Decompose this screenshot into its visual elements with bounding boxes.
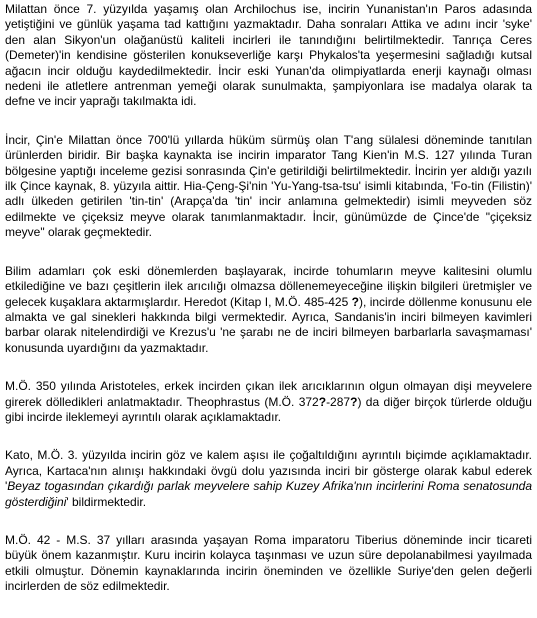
uncertain-date-mark: ? <box>351 294 359 309</box>
paragraph-scientists <box>5 264 532 356</box>
paragraph-aristoteles <box>5 379 532 425</box>
paragraph-china <box>5 133 532 241</box>
text-segment: İncir, Çin'e Milattan önce 700'lü yıllarda hüküm sürmüş olan T'ang sülalesi döneminde tanıtılan ürünlerden biridir. Bir başka kaynakta ise incirin imparator Tang Kien'in M.S. 127 yılında Turan bölgesine yaptığı inceleme gezisi sonrasında Çin'e getirildiği belirtilmektedir. İncirin yer aldığı yazılı ilk Çince kaynak, 8. yüzyıla aittir. Hia-Çeng-Şi'nin 'Yu-Yang-tsa-tsu' isimli kitabında, 'Fo-tin (Filistin)' adlı ülkeden getirilen 'tin-tin' (Arapça'da 'tin' incir anlamına gelmektedir) isimli meyveden söz edilmekte ve çiçeksiz meyve olarak tanımlanmaktadır. İncir, günümüzde de Çince'de "çiçeksiz meyve" olarak geçmektedir. <box>5 132 532 240</box>
text-segment: Milattan önce 7. yüzyılda yaşamış olan Archilochus ise, incirin Yunanistan'ın Paros adasında yetiştiğini ve günlük yaşama tad kattığını yazmaktadır. Daha sonraları Attika ve adını incir 'syke' den alan Sikyon'un olağanüstü kaliteli incirleri ile tanındığını belirtilmektedir. Tanrıça Ceres (Demeter)'in kendisine gösterilen konukseverliğe karşı Phykalos'ta yeşermesini sağladığı kutsal ağacın incir olduğu kaydedilmektedir. İncir eski Yunan'da olimpiyatlarda enerji kaynağı olması nedeni ile atletlere antrenman yemeği olarak sunulmakta, şampiyonlara ise madalya olarak ta defne ve incir yaprağı takılmakta idi. <box>5 2 532 109</box>
paragraph-kato <box>5 448 532 510</box>
text-segment: -287 <box>326 394 351 409</box>
text-segment: M.Ö. 350 yılında Aristoteles, erkek incirden çıkan ilek arıcıklarının olgun olmayan dişi meyvelere girerek dölledikleri anlatmaktadır. Theophrastus (M.Ö. 372 <box>5 379 532 409</box>
text-segment: ), incirde döllenme konusunu ele almakta ve gal sinekleri hakkında bilgi vermektedir. Ayrıca, Sandanis'in inciri bilmeyen kavimleri barbar olarak nitelendirdiği ve Krezus'u 'ne şarabı ne de inciri bilmeyen barbarlarla savaşmaması' konusunda uyardığını da yazmaktadır. <box>5 294 532 355</box>
uncertain-date-mark: ? <box>318 394 327 409</box>
text-segment: Bilim adamları çok eski dönemlerden başlayarak, incirde tohumların meyve kalitesini olumlu etkilediğine ve bazı çeşitlerin ilek arıcılığı olmazsa döllenemeyeceğine ilişkin bilgileri üretmişler ve gelecek kuşaklara aktarmışlardır. Heredot (Kitap I, M.Ö. 485-425 <box>5 263 532 309</box>
text-segment: ' bildirmektedir. <box>66 494 147 509</box>
italic-quote: Beyaz togasından çıkardığı parlak meyvelere sahip Kuzey Afrika'nın incirlerini Roma senatosunda gösterdiğini <box>5 479 532 509</box>
uncertain-date-mark: ? <box>350 394 358 409</box>
paragraph-archilochus <box>5 2 532 110</box>
document-body <box>5 2 532 618</box>
paragraph-tiberius <box>5 533 532 595</box>
text-segment: Kato, M.Ö. 3. yüzyılda incirin göz ve kalem aşısı ile çoğaltıldığını ayrıntılı biçimde açıklamaktadır. Ayrıca, Kartaca'nın alınışı hakkındaki övgü dolu yazısında inciri bir gösterge olarak kabul ederek ' <box>5 448 532 494</box>
text-segment: M.Ö. 42 - M.S. 37 yılları arasında yaşayan Roma imparatoru Tiberius döneminde incir ticareti büyük önem kazanmıştır. Kuru incirin kolayca taşınması ve uzun süre depolanabilmesi yayılmada etkili olmuştur. Dönemin kaynaklarında incirin öneminden ve özellikle Suriye'den gelen değerli incirlerden de söz edilmektedir. <box>5 532 532 594</box>
text-segment: ) da diğer birçok türlerde olduğu gibi incirde ileklemeyi ayrıntılı olarak açıklamaktadır. <box>5 394 532 424</box>
